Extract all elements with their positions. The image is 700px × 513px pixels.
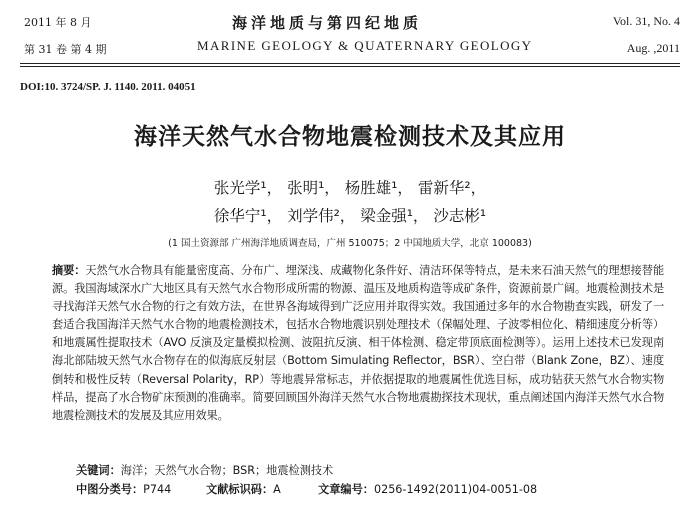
- abstract-label: 摘要：: [52, 264, 86, 277]
- author: 梁金强¹，: [360, 207, 429, 225]
- issue-volume: 第 31 卷 第 4 期: [24, 43, 107, 56]
- header-rule-thick: [20, 63, 680, 64]
- clc-label: 中图分类号：: [76, 483, 144, 496]
- article-no-label: 文章编号：: [318, 483, 374, 496]
- author: 杨胜雄¹，: [344, 179, 413, 197]
- abstract-text: 天然气水合物具有能量密度高、分布广、埋深浅、成藏物化条件好、清洁环保等特点，是未来石油天然气的理想接替能源。我国海域深水广大地区具有天然气水合物形成所需的物源、温压及地质构造等成矿条件，资源前景广阔。地震检测技术是寻找海洋天然气水合物的行之有效方法，在世界各海域得到广泛应用并取得实效。我国通过多年的水合物勘查实践，研发了一套适合我国海洋天然气水合物的地震检测技术，包括水合物地震识别处理技术（保幅处理、子波零相位化、精细速度分析等）和地震属性提取技术（AVO 反演及定量模拟检测、波阻抗反演、相干体检测、稳定带顶底面检测等）。运用上述技术已发现南海北部陆坡天然气水合物存在的似海底反射层（Bottom Simulating Reflector，BSR）、空白带（Blank Zone，BZ）、速度倒转和极性反转（Reversal Polarity，RP）等地震异常标志，并依据提取的地震属性优选目标，成功钻获天然气水合物实物样品，提高了水合物矿床预测的准确率。简要回顾国外海洋天然气水合物地震勘探技术现状，重点阐述国内海洋天然气水合物地震检测技术的发展及其应用效果。: [52, 264, 664, 422]
- author: 刘学伟²，: [287, 207, 356, 225]
- author: 沙志彬¹: [433, 207, 487, 225]
- author: 张光学¹，: [213, 179, 283, 197]
- issue-date-en: Aug. ,2011: [626, 41, 680, 55]
- keywords-label: 关键词：: [76, 464, 121, 477]
- keywords: [76, 462, 333, 478]
- journal-title-cn: 海洋地质与第四纪地质: [232, 14, 423, 32]
- issue-volume-en: Vol. 31, No. 4: [612, 14, 680, 28]
- keywords-text: 海洋；天然气水合物；BSR；地震检测技术: [120, 464, 334, 477]
- clc-value: P744: [143, 483, 172, 496]
- authors-line-2: [0, 204, 700, 226]
- doi: DOI:10. 3724/SP. J. 1140. 2011. 04051: [20, 81, 196, 93]
- author: 徐华宁¹，: [213, 207, 283, 225]
- author: 张明¹，: [287, 179, 340, 197]
- article-title: 海洋天然气水合物地震检测技术及其应用: [134, 124, 566, 150]
- clc-number: [76, 481, 171, 497]
- affiliation: (1 国土资源部 广州海洋地质调查局，广州 510075；2 中国地质大学，北京 100083): [168, 238, 532, 249]
- header-rule-thin: [20, 66, 680, 67]
- doc-code-value: A: [273, 483, 281, 496]
- issue-date: 2011 年 8 月: [24, 16, 92, 29]
- doc-code-label: 文献标识码：: [206, 483, 274, 496]
- document-code: [206, 481, 281, 497]
- article-no-value: 0256-1492(2011)04-0051-08: [373, 483, 538, 496]
- journal-title-en: MARINE GEOLOGY & QUATERNARY GEOLOGY: [197, 38, 533, 53]
- article-number: [318, 481, 537, 497]
- abstract: [52, 262, 664, 425]
- author: 雷新华²，: [417, 179, 487, 197]
- authors-line-1: [0, 176, 700, 198]
